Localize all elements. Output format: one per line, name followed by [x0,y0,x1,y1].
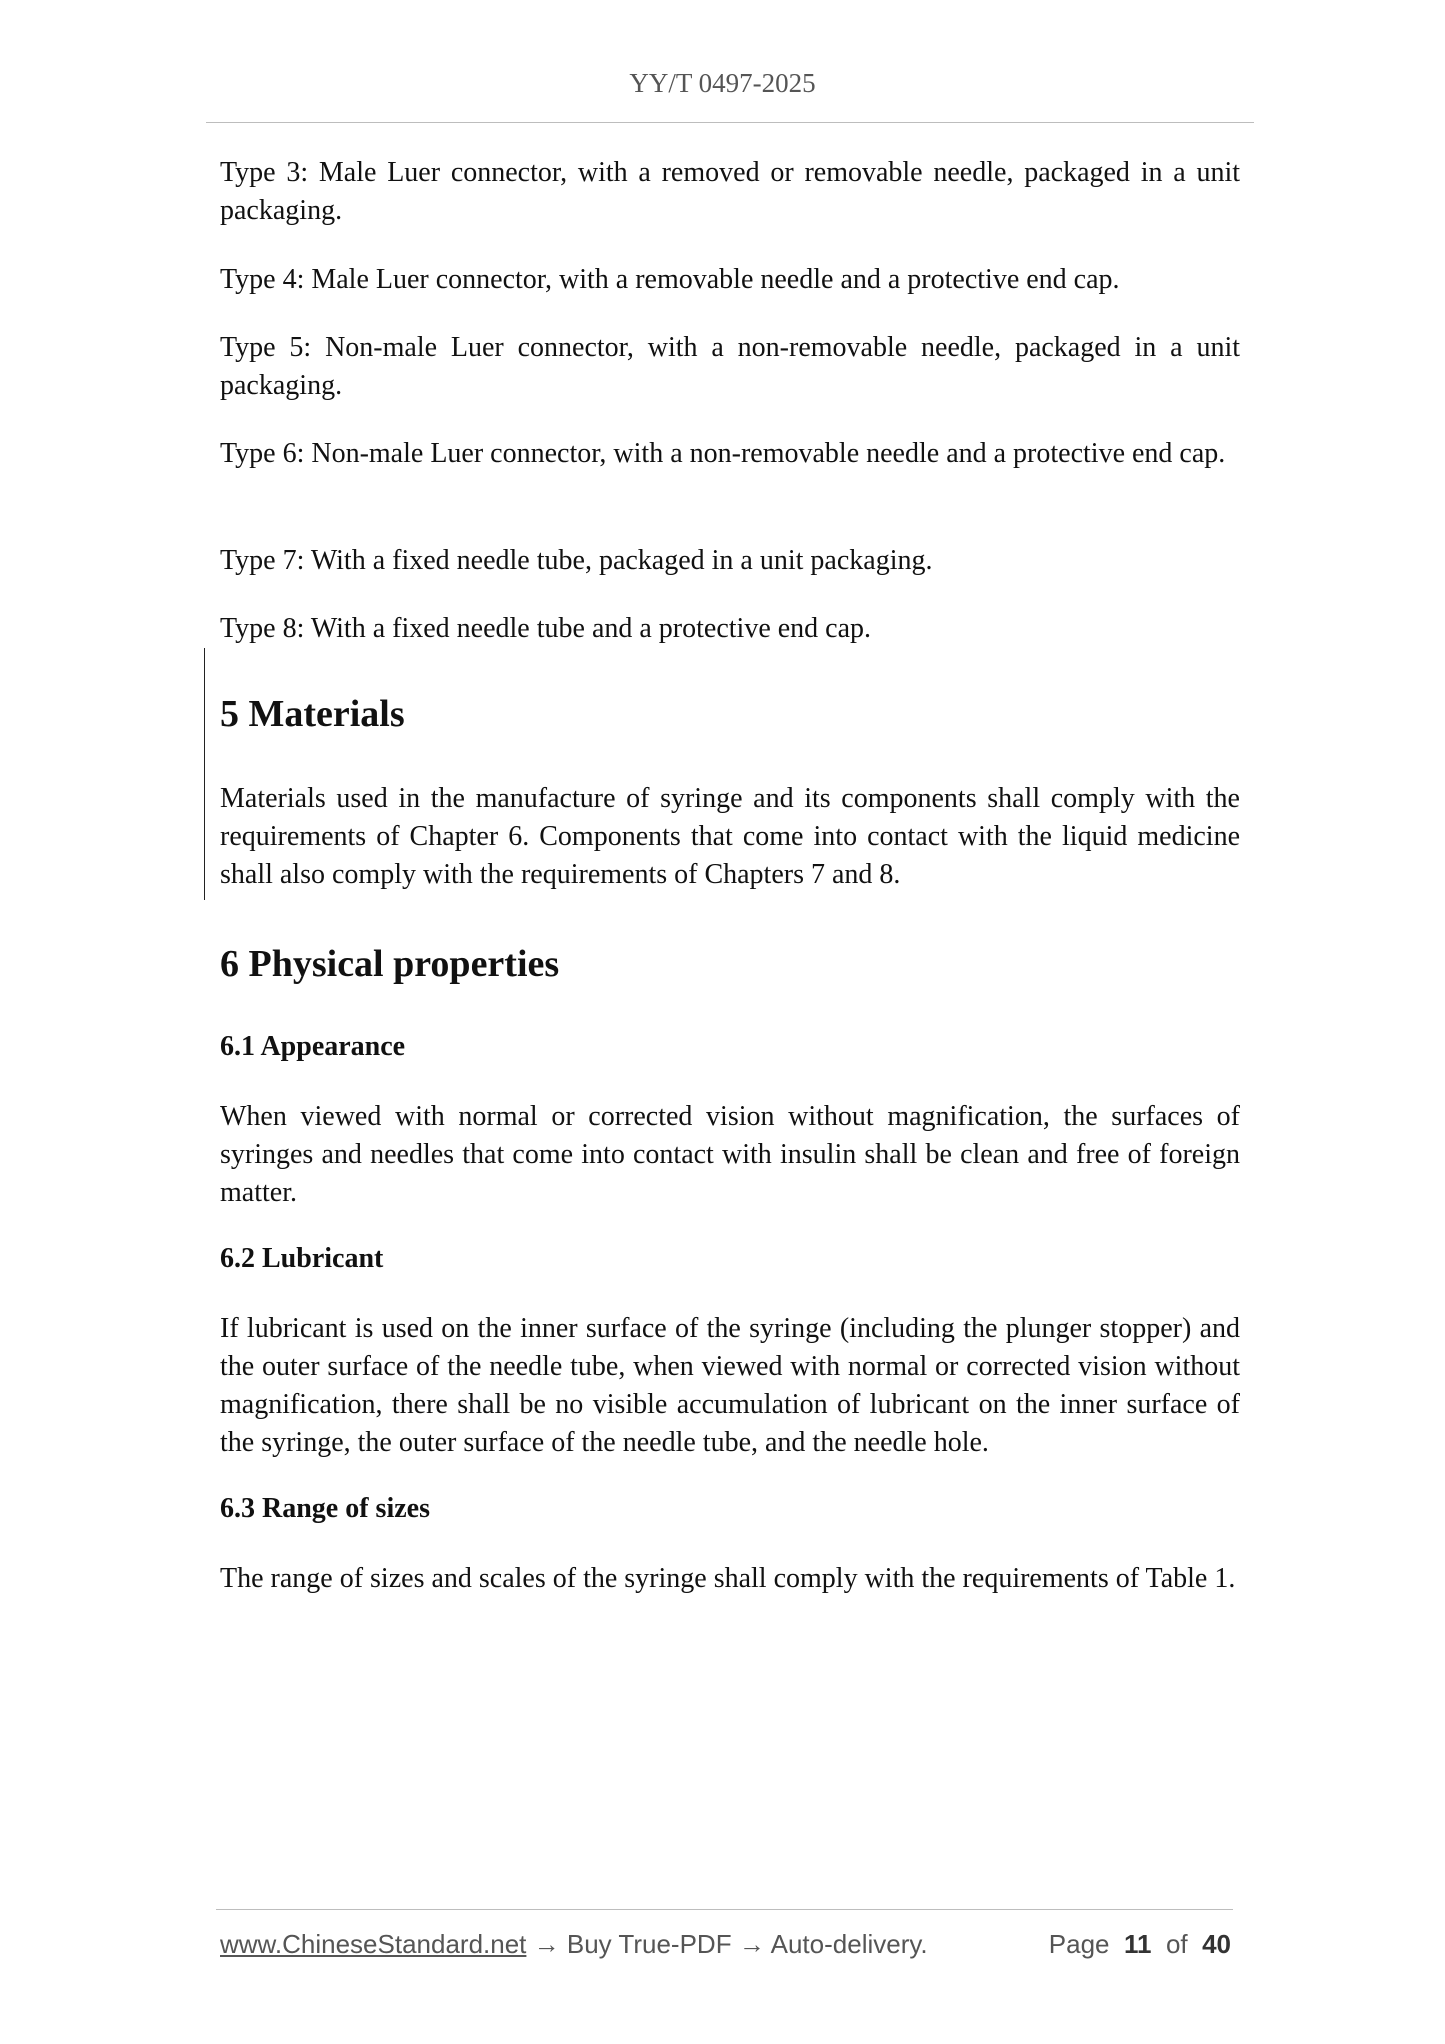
type-7-paragraph: Type 7: With a fixed needle tube, packaged in a unit packaging. [220,545,933,576]
section-6-1-text: When viewed with normal or corrected vision without magnification, the surfaces of syringes and needles that come into contact with insulin shall be clean and free of foreign matter. [220,1101,1240,1208]
section-5-heading: 5 Materials [220,693,405,735]
type-6-paragraph: Type 6: Non-male Luer connector, with a non-removable needle and a protective end cap. [220,438,1226,469]
total-pages: 40 [1202,1929,1231,1959]
footer-promo [220,1929,928,1960]
website-link[interactable]: www.ChineseStandard.net [220,1929,527,1959]
section-6-2-heading: 6.2 Lubricant [220,1243,384,1274]
section-6-2-text: If lubricant is used on the inner surface of the syringe (including the plunger stopper) and the outer surface of the needle tube, when viewed with normal or corrected vision without magnification, there shall be no visible accumulation of lubricant on the inner surface of the syringe, the outer surface of the needle tube, and the needle hole. [220,1313,1240,1458]
type-3-paragraph: Type 3: Male Luer connector, with a removed or removable needle, packaged in a unit packaging. [220,157,1240,226]
section-6-heading: 6 Physical properties [220,943,560,985]
header-divider [206,122,1254,123]
buy-pdf-text: Buy True-PDF [566,1929,732,1959]
section-5-text: Materials used in the manufacture of syringe and its components shall comply with the requirements of Chapter 6. Components that come into contact with the liquid medicine shall also comply with the requirements of Chapters 7 and 8. [220,783,1240,890]
page-label: Page [1048,1929,1110,1959]
type-5-paragraph: Type 5: Non-male Luer connector, with a non-removable needle, packaged in a unit packaging. [220,332,1240,401]
page-number: 11 [1123,1929,1152,1959]
of-label: of [1165,1929,1188,1959]
type-8-paragraph: Type 8: With a fixed needle tube and a protective end cap. [220,613,872,644]
section-6-3-heading: 6.3 Range of sizes [220,1493,430,1524]
arrow-right-icon: → [738,1929,765,1959]
page-counter [1049,1929,1231,1960]
change-bar [204,648,205,900]
section-6-3-text: The range of sizes and scales of the syringe shall comply with the requirements of Table 1. [220,1563,1236,1594]
section-6-1-heading: 6.1 Appearance [220,1031,406,1062]
type-4-paragraph: Type 4: Male Luer connector, with a removable needle and a protective end cap. [220,264,1120,295]
running-header: YY/T 0497-2025 [629,68,816,98]
footer-divider [216,1909,1233,1910]
arrow-right-icon: → [533,1929,560,1959]
auto-delivery-text: Auto-delivery. [770,1929,928,1959]
